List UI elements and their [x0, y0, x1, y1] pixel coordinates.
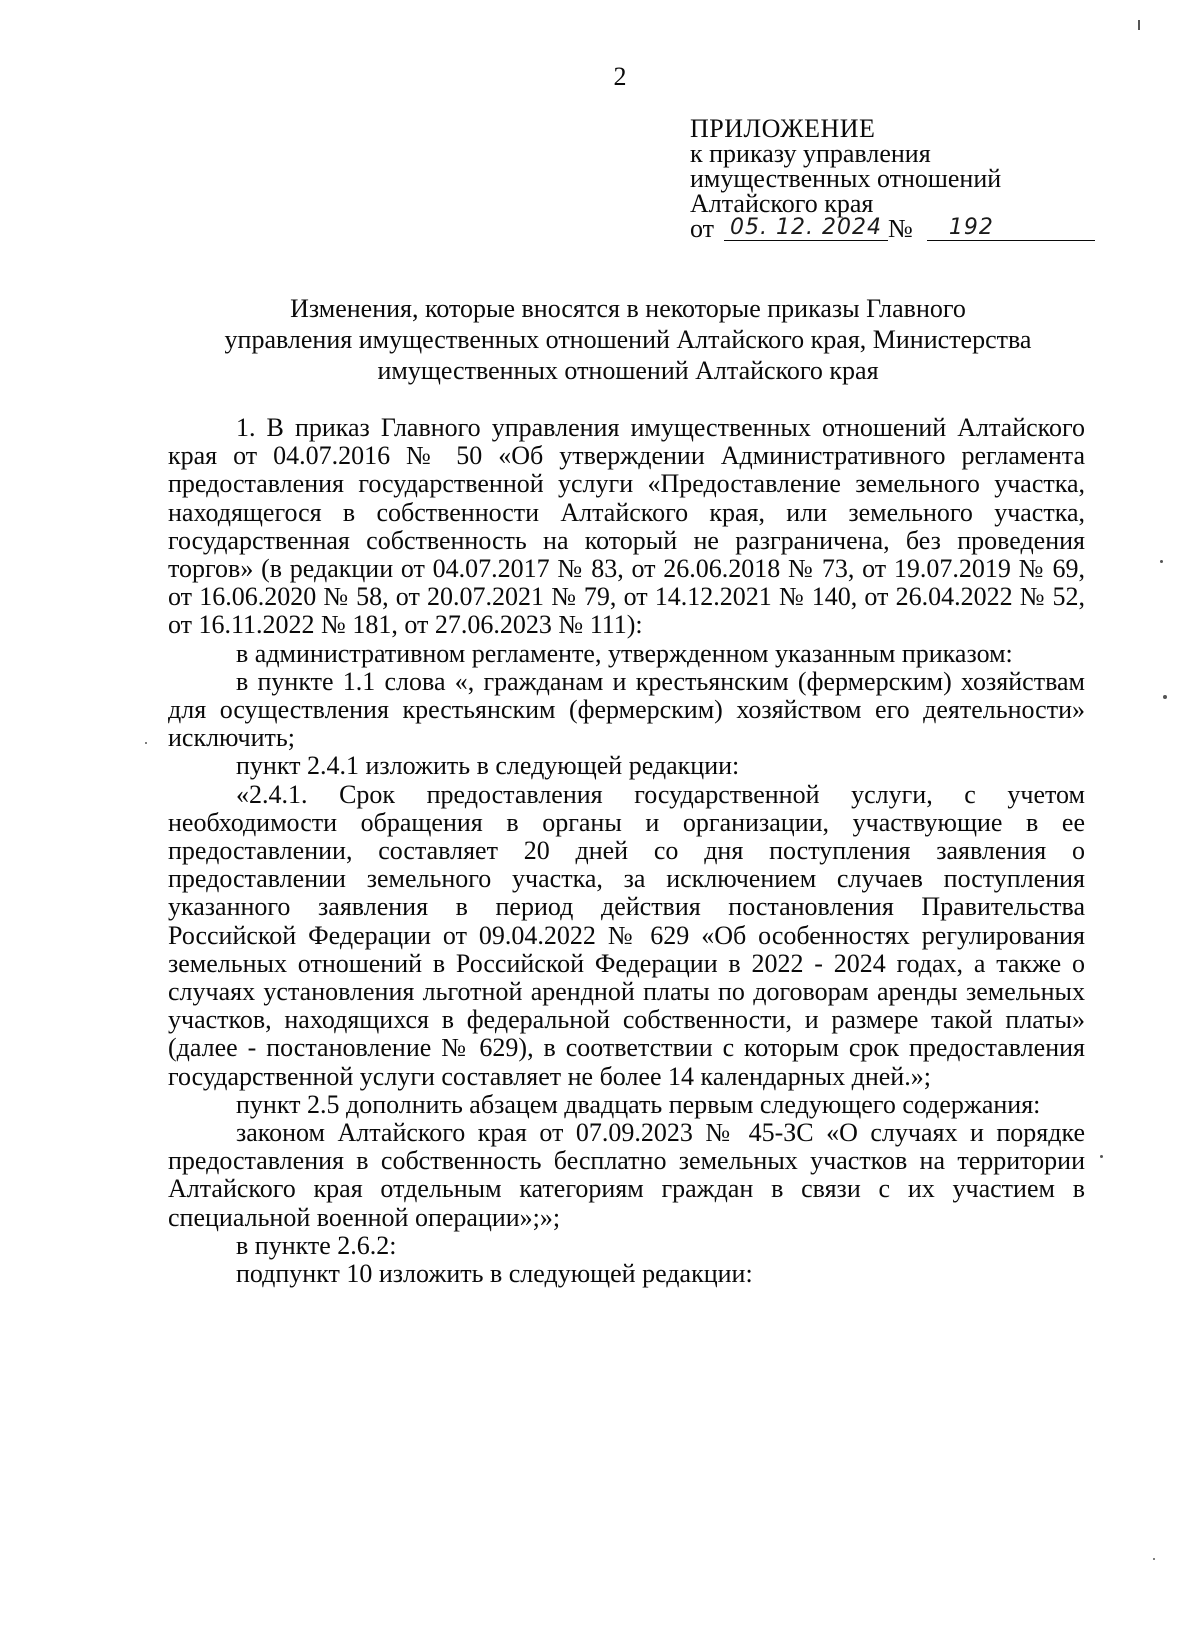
paragraph-3: в пункте 1.1 слова «, гражданам и крестьянским (фермерским) хозяйствам для осуществления крестьянским (фермерским) хозяйством его деятельности» исключить; [168, 666, 1085, 753]
paragraph-9: подпункт 10 изложить в следующей редакции: [236, 1259, 753, 1289]
appendix-line-3: Алтайского края [690, 189, 874, 218]
scan-speck [1100, 1155, 1103, 1158]
paragraph-6: пункт 2.5 дополнить абзацем двадцать первым следующего содержания: [236, 1089, 1041, 1119]
page-number: 2 [613, 62, 627, 91]
handwritten-date: 05. 12. 2024 [724, 217, 888, 241]
scan-speck [145, 742, 147, 744]
appendix-block [690, 116, 1120, 241]
paragraph-7: законом Алтайского края от 07.09.2023 № 45-ЗС «О случаях и порядке предоставления в собственность бесплатно земельных участков на территории Алтайского края отдельным категориям граждан в связи с их участием в специальной военной операции»;»; [168, 1118, 1085, 1232]
title-line-3: имущественных отношений Алтайского края [377, 356, 879, 385]
scan-speck [1160, 560, 1163, 563]
document-body [168, 414, 1085, 1288]
paragraph-8: в пункте 2.6.2: [236, 1230, 397, 1260]
scan-speck [1138, 20, 1140, 30]
order-date-number-row [690, 216, 1120, 241]
paragraph-4: пункт 2.4.1 изложить в следующей редакции: [236, 751, 740, 781]
number-sign: № [888, 214, 913, 243]
appendix-line-1: к приказу управления [690, 139, 931, 168]
document-title [168, 293, 1088, 386]
title-line-1: Изменения, которые вносятся в некоторые приказы Главного [290, 294, 966, 323]
appendix-line-2: имущественных отношений [690, 164, 1002, 193]
paragraph-5: «2.4.1. Срок предоставления государственной услуги, с учетом необходимости обращения в органы и организации, участвующие в ее предоставлении, составляет 20 дней со дня поступления заявления о предоставлении земельного участка, за исключением случаев поступления указанного заявления в период действия постановления Правительства Российской Федерации от 09.04.2022 № 629 «Об особенностях регулирования земельных отношений в Российской Федерации в 2022 - 2024 годах, а также о случаях установления льготной арендной платы по договорам аренды земельных участков, находящихся в федеральной собственности, и размере такой платы» (далее - постановление № 629), в соответствии с которым срок предоставления государственной услуги составляет не более 14 календарных дней.»; [168, 779, 1085, 1091]
date-prefix: от [690, 214, 715, 243]
paragraph-1: 1. В приказ Главного управления имущественных отношений Алтайского края от 04.07.2016 № 50 «Об утверждении Административного регламента предоставления государственной услуги «Предоставление земельного участка, находящегося в собственности Алтайского края, или земельного участка, государственная собственность на который не разграничена, без проведения торгов» (в редакции от 04.07.2017 № 83, от 26.06.2018 № 73, от 19.07.2019 № 69, от 16.06.2020 № 58, от 20.07.2021 № 79, от 14.12.2021 № 140, от 26.04.2022 № 52, от 16.11.2022 № 181, от 27.06.2023 № 111): [168, 413, 1085, 640]
scan-speck [1163, 695, 1167, 699]
handwritten-order-number: 192 [927, 217, 1095, 241]
scan-speck [1153, 1558, 1155, 1560]
appendix-heading: ПРИЛОЖЕНИЕ [690, 114, 876, 143]
title-line-2: управления имущественных отношений Алтайского края, Министерства [224, 325, 1032, 354]
paragraph-2: в административном регламенте, утвержденном указанным приказом: [236, 638, 1013, 668]
